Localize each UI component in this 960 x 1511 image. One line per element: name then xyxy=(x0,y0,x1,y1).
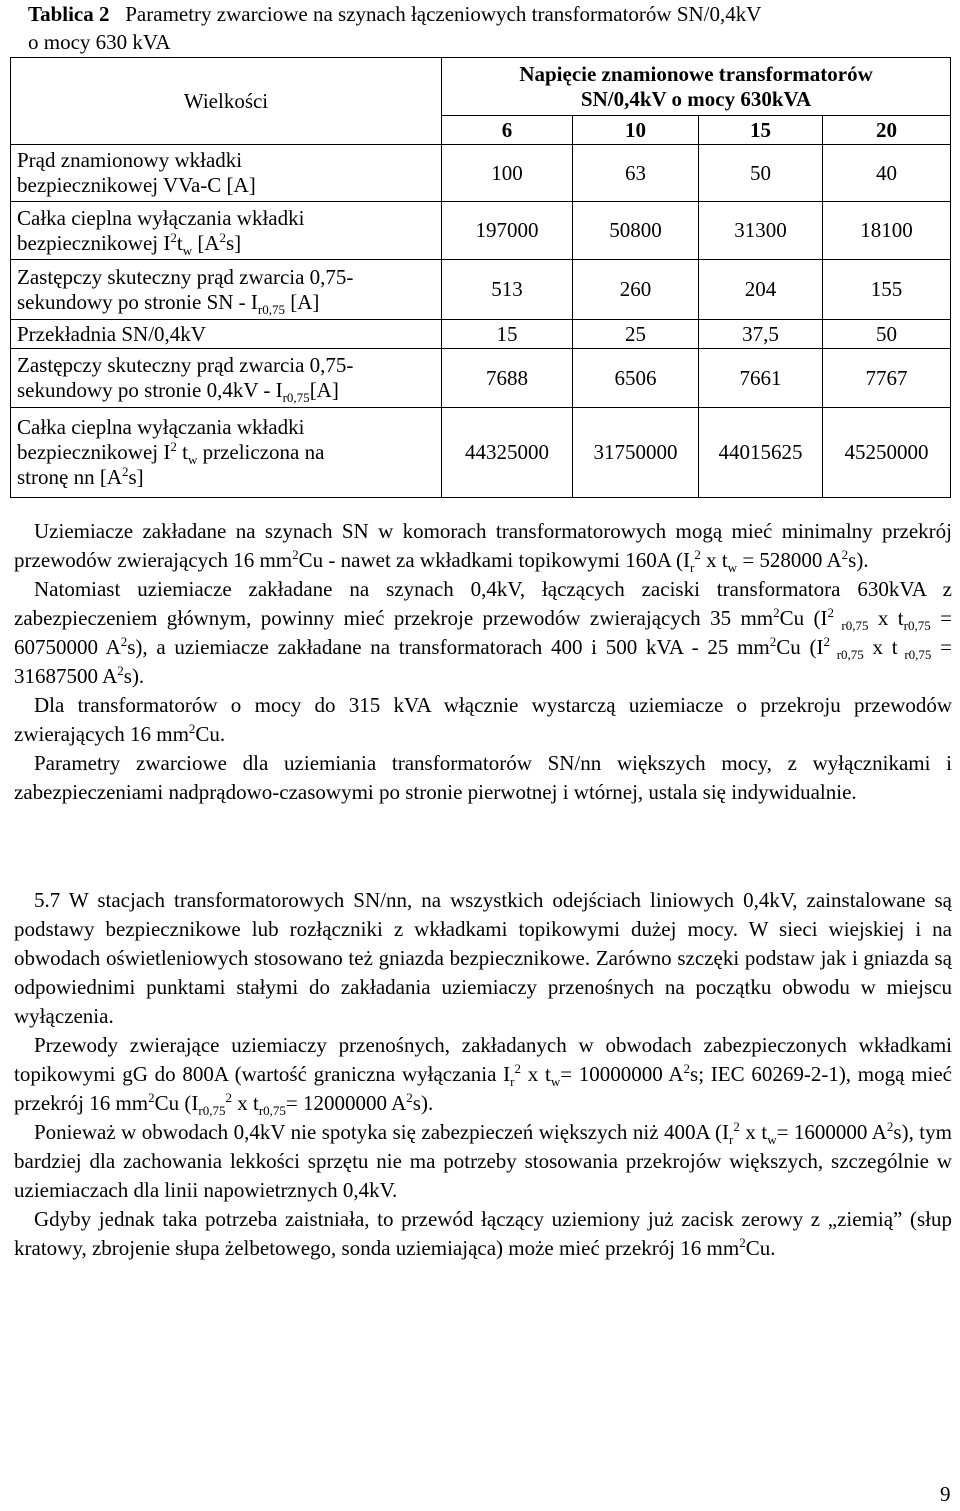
table-cell: 197000 xyxy=(442,202,573,260)
caption-title-line2: o mocy 630 kVA xyxy=(28,30,171,54)
row-label-line: bezpiecznikowej VVa-C [A] xyxy=(17,173,256,197)
row-label xyxy=(11,260,442,320)
table-cell: 31300 xyxy=(699,202,823,260)
paragraph-parametry-zwarciowe: Parametry zwarciowe dla uziemiania transformatorów SN/nn większych mocy, z wyłącznikami i zabezpieczeniami nadprądowo-czasowymi po stronie pierwotnej i wtórnej, ustala się indywidualnie. xyxy=(14,751,952,804)
row-label xyxy=(11,145,442,202)
paragraph-315kva: Dla transformatorów o mocy do 315 kVA włącznie wystarczą uziemiacze o przekroju przewodów zwierających 16 $mm^2Cu$. xyxy=(14,693,952,746)
header-group-line1: Napięcie znamionowe transformatorów xyxy=(519,61,873,86)
table-cell: 260 xyxy=(573,260,699,320)
row-label-line: Zastępczy skuteczny prąd zwarcia 0,75- xyxy=(17,353,354,377)
table-cell: 45250000 xyxy=(823,408,951,498)
parameters-table xyxy=(10,57,951,498)
row-label-line: stronę nn $[A^2s]$ xyxy=(17,464,144,489)
paragraph-gdyby: Gdyby jednak taka potrzeba zaistniała, to przewód łączący uziemiony już zacisk zerowy z „ziemią” (słup kratowy, zbrojenie słupa żelbetowego, sonda uziemiająca) może mieć przekrój 16 $mm^2Cu$. xyxy=(14,1207,952,1260)
table-cell: 44015625 xyxy=(699,408,823,498)
row-label: Przekładnia SN/0,4kV xyxy=(11,320,442,349)
table-cell: 513 xyxy=(442,260,573,320)
row-label-line: Zastępczy skuteczny prąd zwarcia 0,75- xyxy=(17,264,354,289)
page-number: 9 xyxy=(940,1482,951,1506)
table-row xyxy=(11,202,951,260)
table-cell: 50800 xyxy=(573,202,699,260)
paragraph-uziemiacze-sn: Uziemiacze zakładane na szynach SN w komorach transformatorowych mogą mieć minimalny przekrój przewodów zwierających 16 $mm^2Cu$ - nawet za wkładkami topikowymi 160A ($I_r^2$ x $t_w = 528000$ $A^2s$). xyxy=(14,519,952,576)
paragraph-przewody-zwierajace: Przewody zwierające uziemiaczy przenośnych, zakładanych w obwodach zabezpieczonych wkładkami topikowymi gG do 800A (wartość graniczna wyłączania $I_r^2$ x $t_w= 10000000$ $A^2s$; IEC 60269-2-1), mogą mieć przekrój 16 $mm^2Cu$ ($I_{r0,75}^2$ x $t_{r0,75}= 12000000$ $A^2s$). xyxy=(14,1033,952,1119)
row-label xyxy=(11,202,442,260)
table-cell: 155 xyxy=(823,260,951,320)
table-cell: 37,5 xyxy=(699,320,823,349)
table-cell: 18100 xyxy=(823,202,951,260)
caption-label: Tablica 2 xyxy=(28,2,110,26)
row-label-line: bezpiecznikowej $I^2t_w$ $[A^2s]$ xyxy=(17,229,242,258)
table-cell: 31750000 xyxy=(573,408,699,498)
table-cell: 7767 xyxy=(823,349,951,408)
header-voltage: 6 xyxy=(442,116,573,145)
table-cell: 50 xyxy=(699,145,823,202)
header-voltage: 20 xyxy=(823,116,951,145)
row-label-line: Całka cieplna wyłączania wkładki xyxy=(17,205,305,230)
row-label-line: sekundowy po stronie $0,4kV - I_{r0,75}[A]$ xyxy=(17,378,339,406)
row-label-line: sekundowy po stronie SN - $I_{r0,75}$ [A] xyxy=(17,289,320,317)
row-label-line: Prąd znamionowy wkładki xyxy=(17,148,243,172)
table-cell: 6506 xyxy=(573,349,699,408)
header-voltage: 10 xyxy=(573,116,699,145)
paragraph-uziemiacze-04kv: Natomiast uziemiacze zakładane na szynach 0,4kV, łączących zaciski transformatora 630kVA z zabezpieczeniem głównym, powinny mieć przekroje przewodów zwierających 35 $mm^2Cu$ ($I^2$ $_{r0,75}$ x $t_{r0,75} = 60750000$ $A^2s$), a uziemiacze zakładane na transformatorach 400 i 500 kVA - 25 $mm^2Cu$ ($I^2$ $_{r0,75}$ x t $_{r0,75}$ = 31687500 $A^2s$). xyxy=(14,577,952,688)
paragraph-poniewaz: Ponieważ w obwodach 0,4kV nie spotyka się zabezpieczeń większych niż 400A ($I_r^2$ x $t_w= 1600000$ $A^2s$), tym bardziej dla zachowania lekkości sprzętu nie ma potrzeby stosowania przekrojów większych, szczególnie w uziemiaczach dla linii napowietrznych 0,4kV. xyxy=(14,1119,952,1202)
table-cell: 204 xyxy=(699,260,823,320)
header-voltage-group xyxy=(442,58,951,116)
row-label xyxy=(11,408,442,498)
table-cell: 25 xyxy=(573,320,699,349)
table-caption xyxy=(28,0,928,56)
row-label-line: Całka cieplna wyłączania wkładki xyxy=(17,415,305,439)
table-row xyxy=(11,145,951,202)
paragraph-5-7: 5.7 W stacjach transformatorowych SN/nn, na wszystkich odejściach liniowych 0,4kV, zainstalowane są podstawy bezpiecznikowe lub rozłączniki z wkładkami topikowymi dużej mocy. W sieci wiejskiej i na obwodach oświetleniowych stosowano też gniazda bezpiecznikowe. Zarówno szczęki podstaw jak i gniazda są odpowiednimi punktami stałymi do zakładania uziemiaczy przenośnych na początku obwodu w miejscu wyłączenia. xyxy=(14,888,952,1028)
header-voltage: 15 xyxy=(699,116,823,145)
table-cell: 7661 xyxy=(699,349,823,408)
table-row xyxy=(11,260,951,320)
table-cell: 44325000 xyxy=(442,408,573,498)
body-text-block-1 xyxy=(14,517,952,807)
table-cell: 100 xyxy=(442,145,573,202)
table-row xyxy=(11,408,951,498)
table-cell: 40 xyxy=(823,145,951,202)
table-cell: 7688 xyxy=(442,349,573,408)
row-label-line: bezpiecznikowej $I^2$ $t_w$ przeliczona na xyxy=(17,439,325,468)
row-label xyxy=(11,349,442,408)
table-cell: 50 xyxy=(823,320,951,349)
header-group-line2: SN/0,4kV o mocy 630kVA xyxy=(580,86,812,111)
body-text-block-2 xyxy=(14,886,952,1263)
caption-title-line1: Parametry zwarciowe na szynach łączeniowych transformatorów SN/0,4kV xyxy=(125,2,762,26)
table-cell: 15 xyxy=(442,320,573,349)
table-row xyxy=(11,349,951,408)
header-wielkosci: Wielkości xyxy=(11,58,442,145)
table-row xyxy=(11,320,951,349)
table-cell: 63 xyxy=(573,145,699,202)
